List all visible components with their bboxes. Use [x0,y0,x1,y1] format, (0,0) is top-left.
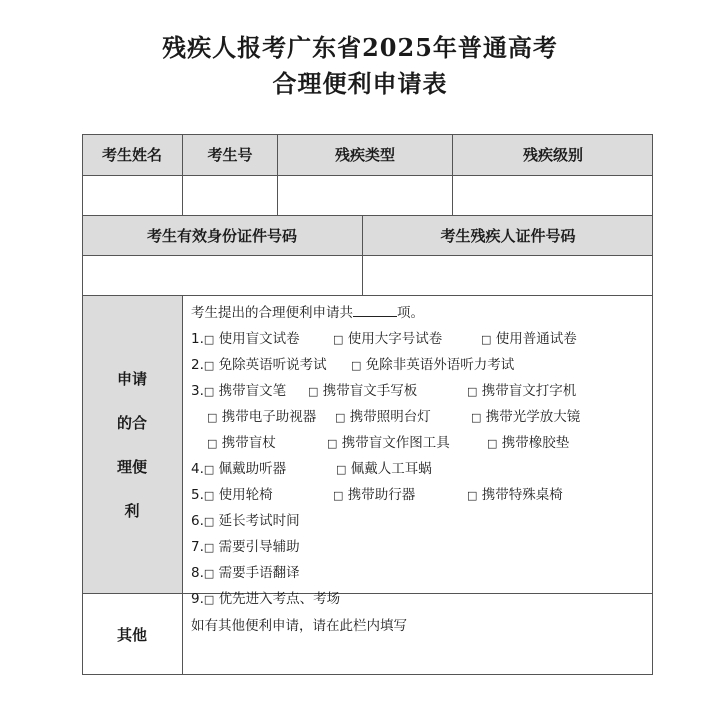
option-label: 佩戴助听器 [214,461,287,477]
checkbox[interactable]: □ [203,489,215,502]
option-label: 携带盲文打字机 [477,383,577,399]
option-item[interactable] [336,456,432,483]
option-item[interactable] [481,326,577,353]
item-number: 9. [191,591,204,607]
option-label: 使用大字号试卷 [343,331,443,347]
option-label: 使用轮椅 [214,487,273,503]
intro-line [191,300,653,326]
name-input-cell[interactable] [82,176,183,216]
option-item[interactable] [191,352,327,379]
option-label: 免除非英语外语听力考试 [361,357,515,373]
section-label-line: 申请 [116,369,147,388]
checkbox[interactable]: □ [203,541,215,554]
header-disability-cert-number: 考生残疾人证件号码 [363,216,653,256]
option-line [191,560,653,586]
intro-suffix: 项。 [397,305,424,321]
id-number-input-cell[interactable] [82,256,363,296]
accommodation-section-label [82,296,183,594]
option-item[interactable] [327,430,450,457]
option-line [191,378,653,404]
item-number: 6. [191,513,204,529]
item-number: 2. [191,357,204,373]
option-item[interactable] [333,326,442,353]
option-item[interactable] [467,482,563,509]
disability-level-input-cell[interactable] [453,176,653,216]
application-table [82,134,653,675]
form-title-line2: 合理便利申请表 [272,69,448,98]
accommodation-options [183,296,653,607]
option-label: 携带盲文笔 [214,383,287,399]
option-item[interactable] [335,404,431,431]
option-item[interactable] [191,456,286,483]
checkbox[interactable]: □ [333,489,344,502]
option-label: 携带盲文手写板 [318,383,418,399]
option-label: 携带橡胶垫 [497,435,570,451]
checkbox[interactable]: □ [471,411,482,424]
other-hint: 如有其他便利申请，请在此栏内填写 [191,618,407,634]
option-line [191,456,653,482]
option-item[interactable] [487,430,569,457]
checkbox[interactable]: □ [207,411,218,424]
checkbox[interactable]: □ [203,593,215,606]
option-item[interactable] [207,430,276,457]
checkbox[interactable]: □ [487,437,498,450]
option-label: 延长考试时间 [214,513,300,529]
item-number: 8. [191,565,204,581]
section-label-line: 的合 [116,413,147,432]
option-label: 携带光学放大镜 [481,409,581,425]
option-item[interactable] [308,378,417,405]
option-label: 携带盲杖 [217,435,276,451]
exam-number-input-cell[interactable] [183,176,278,216]
option-line [191,534,653,560]
option-line [191,482,653,508]
option-line [191,430,653,456]
section-label-line: 利 [124,501,140,520]
checkbox[interactable]: □ [203,515,215,528]
item-number: 4. [191,461,204,477]
item-number: 3. [191,383,204,399]
item-number: 5. [191,487,204,503]
option-label: 需要手语翻译 [214,565,300,581]
option-item[interactable] [191,534,300,561]
checkbox[interactable]: □ [467,489,478,502]
checkbox[interactable]: □ [308,385,319,398]
header-name: 考生姓名 [82,134,183,176]
header-disability-type: 残疾类型 [278,134,453,176]
checkbox[interactable]: □ [351,359,362,372]
section-label-line: 理便 [116,457,147,476]
option-item[interactable] [191,482,273,509]
option-line [191,326,653,352]
disability-cert-input-cell[interactable] [363,256,653,296]
checkbox[interactable]: □ [333,333,344,346]
checkbox[interactable]: □ [336,463,347,476]
option-label: 需要引导辅助 [214,539,300,555]
option-item[interactable] [351,352,514,379]
checkbox[interactable]: □ [203,333,215,346]
option-item[interactable] [207,404,316,431]
other-label: 其他 [82,594,183,675]
header-id-number: 考生有效身份证件号码 [82,216,363,256]
option-line [191,352,653,378]
intro-text: 考生提出的合理便利申请共 [191,305,353,321]
checkbox[interactable]: □ [203,567,215,580]
form-title-line1: 残疾人报考广东省2025年普通高考 [162,33,558,62]
option-label: 携带盲文作图工具 [337,435,450,451]
option-item[interactable] [191,508,300,535]
option-item[interactable] [467,378,576,405]
checkbox[interactable]: □ [203,359,215,372]
checkbox[interactable]: □ [481,333,492,346]
disability-type-input-cell[interactable] [278,176,453,216]
option-label: 携带助行器 [343,487,416,503]
option-label: 携带照明台灯 [345,409,431,425]
option-item[interactable] [191,326,300,353]
option-label: 佩戴人工耳蜗 [346,461,432,477]
checkbox[interactable]: □ [203,385,215,398]
option-item[interactable] [333,482,415,509]
option-label: 携带特殊桌椅 [477,487,563,503]
option-label: 使用普通试卷 [491,331,577,347]
item-number: 7. [191,539,204,555]
item-count-blank[interactable] [353,301,397,317]
option-label: 使用盲文试卷 [214,331,300,347]
checkbox[interactable]: □ [207,437,218,450]
option-label: 免除英语听说考试 [214,357,327,373]
option-item[interactable] [471,404,580,431]
option-item[interactable] [191,378,286,405]
header-disability-level: 残疾级别 [453,134,653,176]
option-label: 优先进入考点、考场 [214,591,341,607]
option-item[interactable] [191,560,300,587]
checkbox[interactable]: □ [335,411,346,424]
checkbox[interactable]: □ [327,437,338,450]
header-exam-number: 考生号 [183,134,278,176]
checkbox[interactable]: □ [203,463,215,476]
option-line [191,508,653,534]
option-label: 携带电子助视器 [217,409,317,425]
option-line [191,404,653,430]
checkbox[interactable]: □ [467,385,478,398]
item-number: 1. [191,331,204,347]
